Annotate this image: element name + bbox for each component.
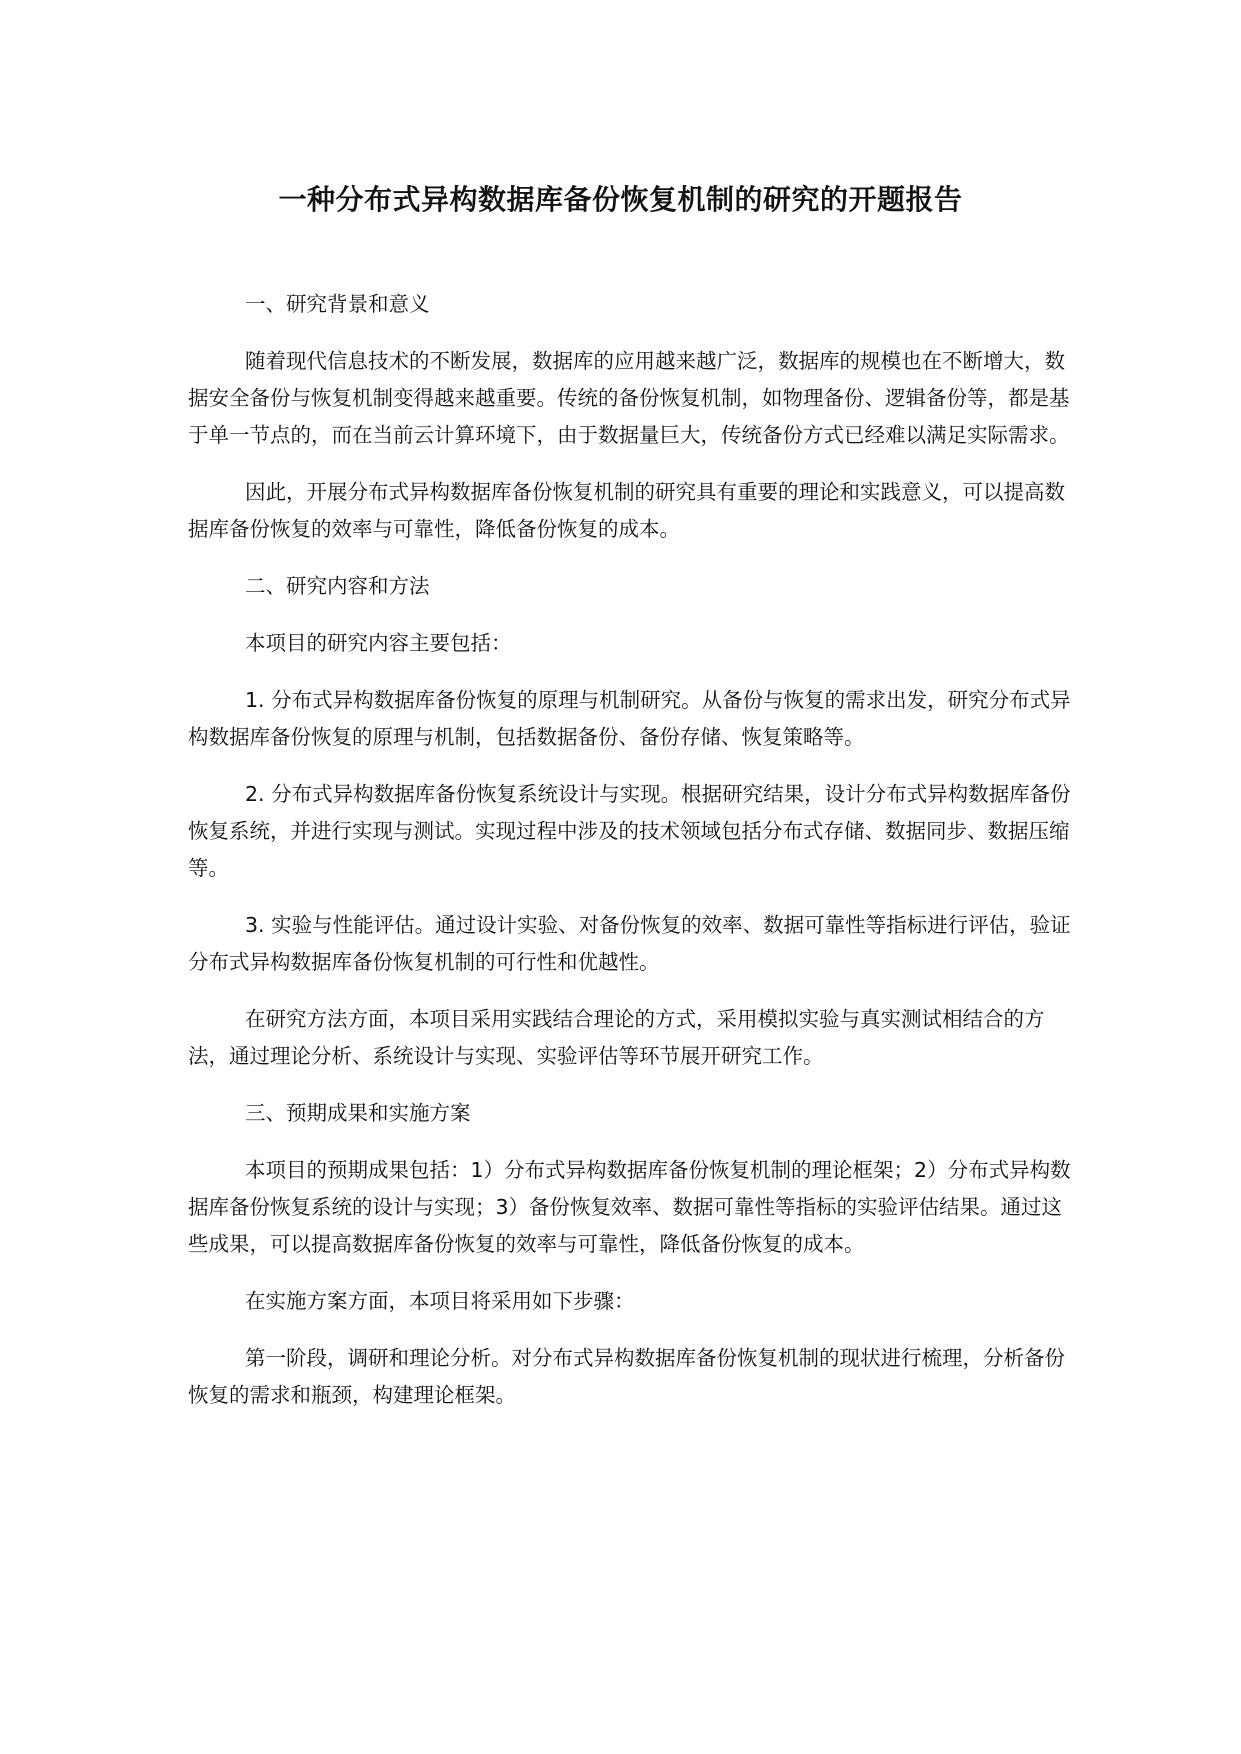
paragraph-phase-1: 第一阶段，调研和理论分析。对分布式异构数据库备份恢复机制的现状进行梳理，分析备份恢复的需求和瓶颈，构建理论框架。 <box>188 1346 1065 1407</box>
section-heading-background: 一、研究背景和意义 <box>245 292 430 316</box>
paragraph-methods: 在研究方法方面，本项目采用实践结合理论的方式，采用模拟实验与真实测试相结合的方法，通过理论分析、系统设计与实现、实验评估等环节展开研究工作。 <box>188 1007 1045 1068</box>
document-body <box>188 286 1080 1434</box>
paragraph-significance: 因此，开展分布式异构数据库备份恢复机制的研究具有重要的理论和实践意义，可以提高数据库备份恢复的效率与可靠性，降低备份恢复的成本。 <box>188 480 1065 541</box>
list-item-3: 3. 实验与性能评估。通过设计实验、对备份恢复的效率、数据可靠性等指标进行评估，验证分布式异构数据库备份恢复机制的可行性和优越性。 <box>188 913 1071 974</box>
paragraph-plan-intro: 在实施方案方面，本项目将采用如下步骤： <box>245 1289 635 1313</box>
document-title: 一种分布式异构数据库备份恢复机制的研究的开题报告 <box>278 183 963 216</box>
section-heading-outcomes-plan: 三、预期成果和实施方案 <box>245 1101 471 1125</box>
list-item-1: 1. 分布式异构数据库备份恢复的原理与机制研究。从备份与恢复的需求出发，研究分布式异构数据库备份恢复的原理与机制，包括数据备份、备份存储、恢复策略等。 <box>188 688 1071 749</box>
list-item-2: 2. 分布式异构数据库备份恢复系统设计与实现。根据研究结果，设计分布式异构数据库备份恢复系统，并进行实现与测试。实现过程中涉及的技术领域包括分布式存储、数据同步、数据压缩等。 <box>188 782 1071 880</box>
section-heading-content-methods: 二、研究内容和方法 <box>245 574 430 598</box>
paragraph-background: 随着现代信息技术的不断发展，数据库的应用越来越广泛，数据库的规模也在不断增大，数据安全备份与恢复机制变得越来越重要。传统的备份恢复机制，如物理备份、逻辑备份等，都是基于单一节点的，而在当前云计算环境下，由于数据量巨大，传统备份方式已经难以满足实际需求。 <box>188 349 1070 447</box>
paragraph-content-intro: 本项目的研究内容主要包括： <box>245 631 512 655</box>
paragraph-outcomes: 本项目的预期成果包括：1）分布式异构数据库备份恢复机制的理论框架；2）分布式异构数据库备份恢复系统的设计与实现；3）备份恢复效率、数据可靠性等指标的实验评估结果。通过这些成果，可以提高数据库备份恢复的效率与可靠性，降低备份恢复的成本。 <box>188 1158 1071 1256</box>
